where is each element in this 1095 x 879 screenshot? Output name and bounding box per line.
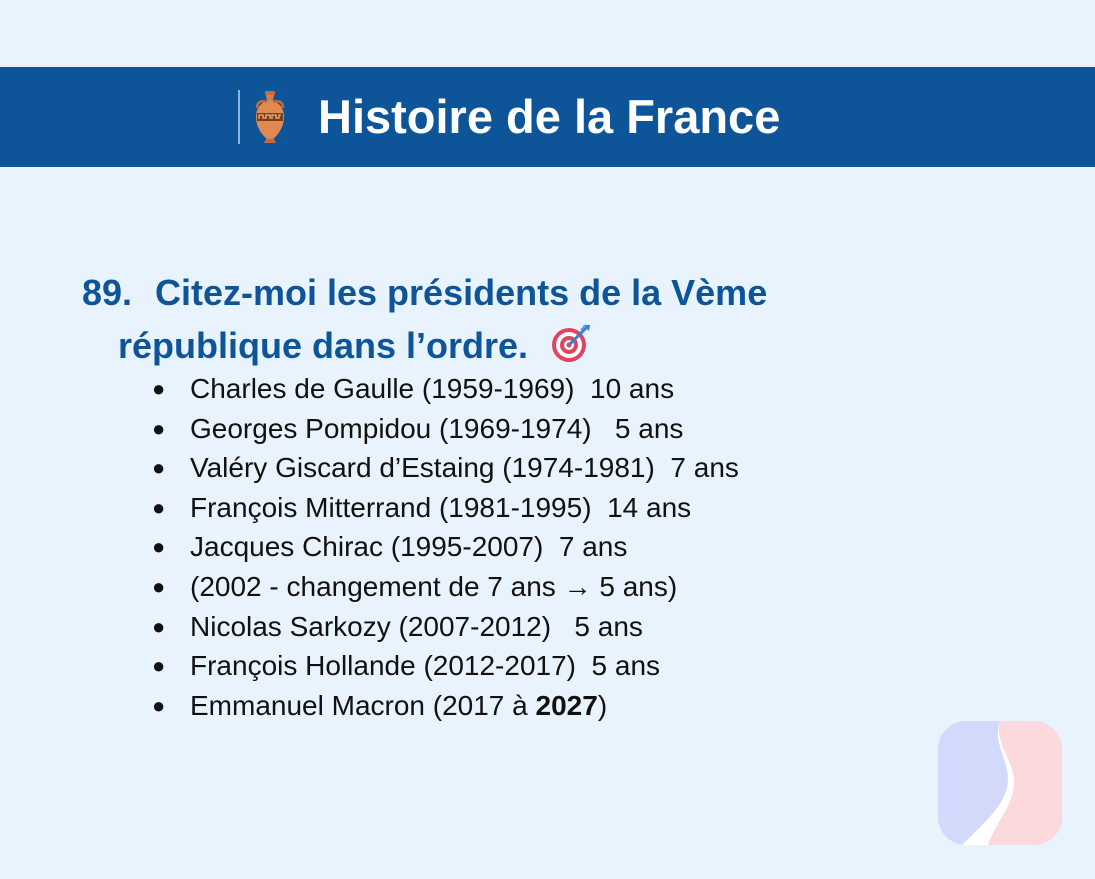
- list-item: [152, 646, 739, 686]
- bullet: ●: [152, 494, 166, 520]
- bullet: ●: [152, 376, 166, 401]
- list-item: [152, 607, 739, 647]
- french-flag-logo-icon: [938, 721, 1062, 845]
- question-text-line2: république dans l’ordre.: [118, 325, 529, 366]
- list-item: [152, 488, 739, 528]
- list-item-text-start: Emmanuel Macron (2017 à: [190, 689, 536, 721]
- presidents-list: [152, 369, 739, 725]
- list-item: [152, 448, 739, 488]
- list-item: [152, 527, 739, 567]
- list-item-text: (2002 - changement de 7 ans → 5 ans): [190, 570, 678, 602]
- list-item: [152, 369, 739, 409]
- amphora-icon: [250, 89, 290, 145]
- header-banner: [0, 67, 1095, 167]
- question-block: [82, 266, 882, 372]
- list-item-text: Charles de Gaulle (1959-1969) 10 ans: [190, 373, 675, 404]
- page-title: Histoire de la France: [318, 90, 781, 143]
- header-divider: [238, 90, 240, 144]
- list-item-text: Georges Pompidou (1969-1974) 5 ans: [190, 412, 684, 444]
- list-item-text: Jacques Chirac (1995-2007) 7 ans: [190, 531, 628, 563]
- target-arrow-icon: [550, 322, 592, 364]
- list-item: [152, 567, 739, 607]
- bullet: ●: [152, 653, 166, 679]
- bullet: ●: [152, 573, 166, 599]
- list-item: [152, 409, 739, 449]
- bullet: ●: [152, 415, 166, 441]
- question-text-line1: Citez-moi les présidents de la Vème: [155, 272, 768, 313]
- list-item-text-end: ): [597, 689, 608, 721]
- list-item-text: François Mitterrand (1981-1995) 14 ans: [190, 491, 692, 523]
- bullet: ●: [152, 534, 166, 560]
- question-number: 89.: [82, 272, 133, 313]
- bullet: ●: [152, 455, 166, 481]
- list-item-text-bold: 2027: [535, 689, 598, 721]
- list-item-text: François Hollande (2012-2017) 5 ans: [190, 650, 661, 682]
- bullet: ●: [152, 613, 166, 639]
- list-item: [152, 686, 739, 726]
- bullet: ●: [152, 692, 166, 718]
- list-item-text: Valéry Giscard d’Estaing (1974-1981) 7 ans: [190, 452, 739, 484]
- list-item-text: [190, 686, 607, 726]
- list-item-text: Nicolas Sarkozy (2007-2012) 5 ans: [190, 610, 643, 642]
